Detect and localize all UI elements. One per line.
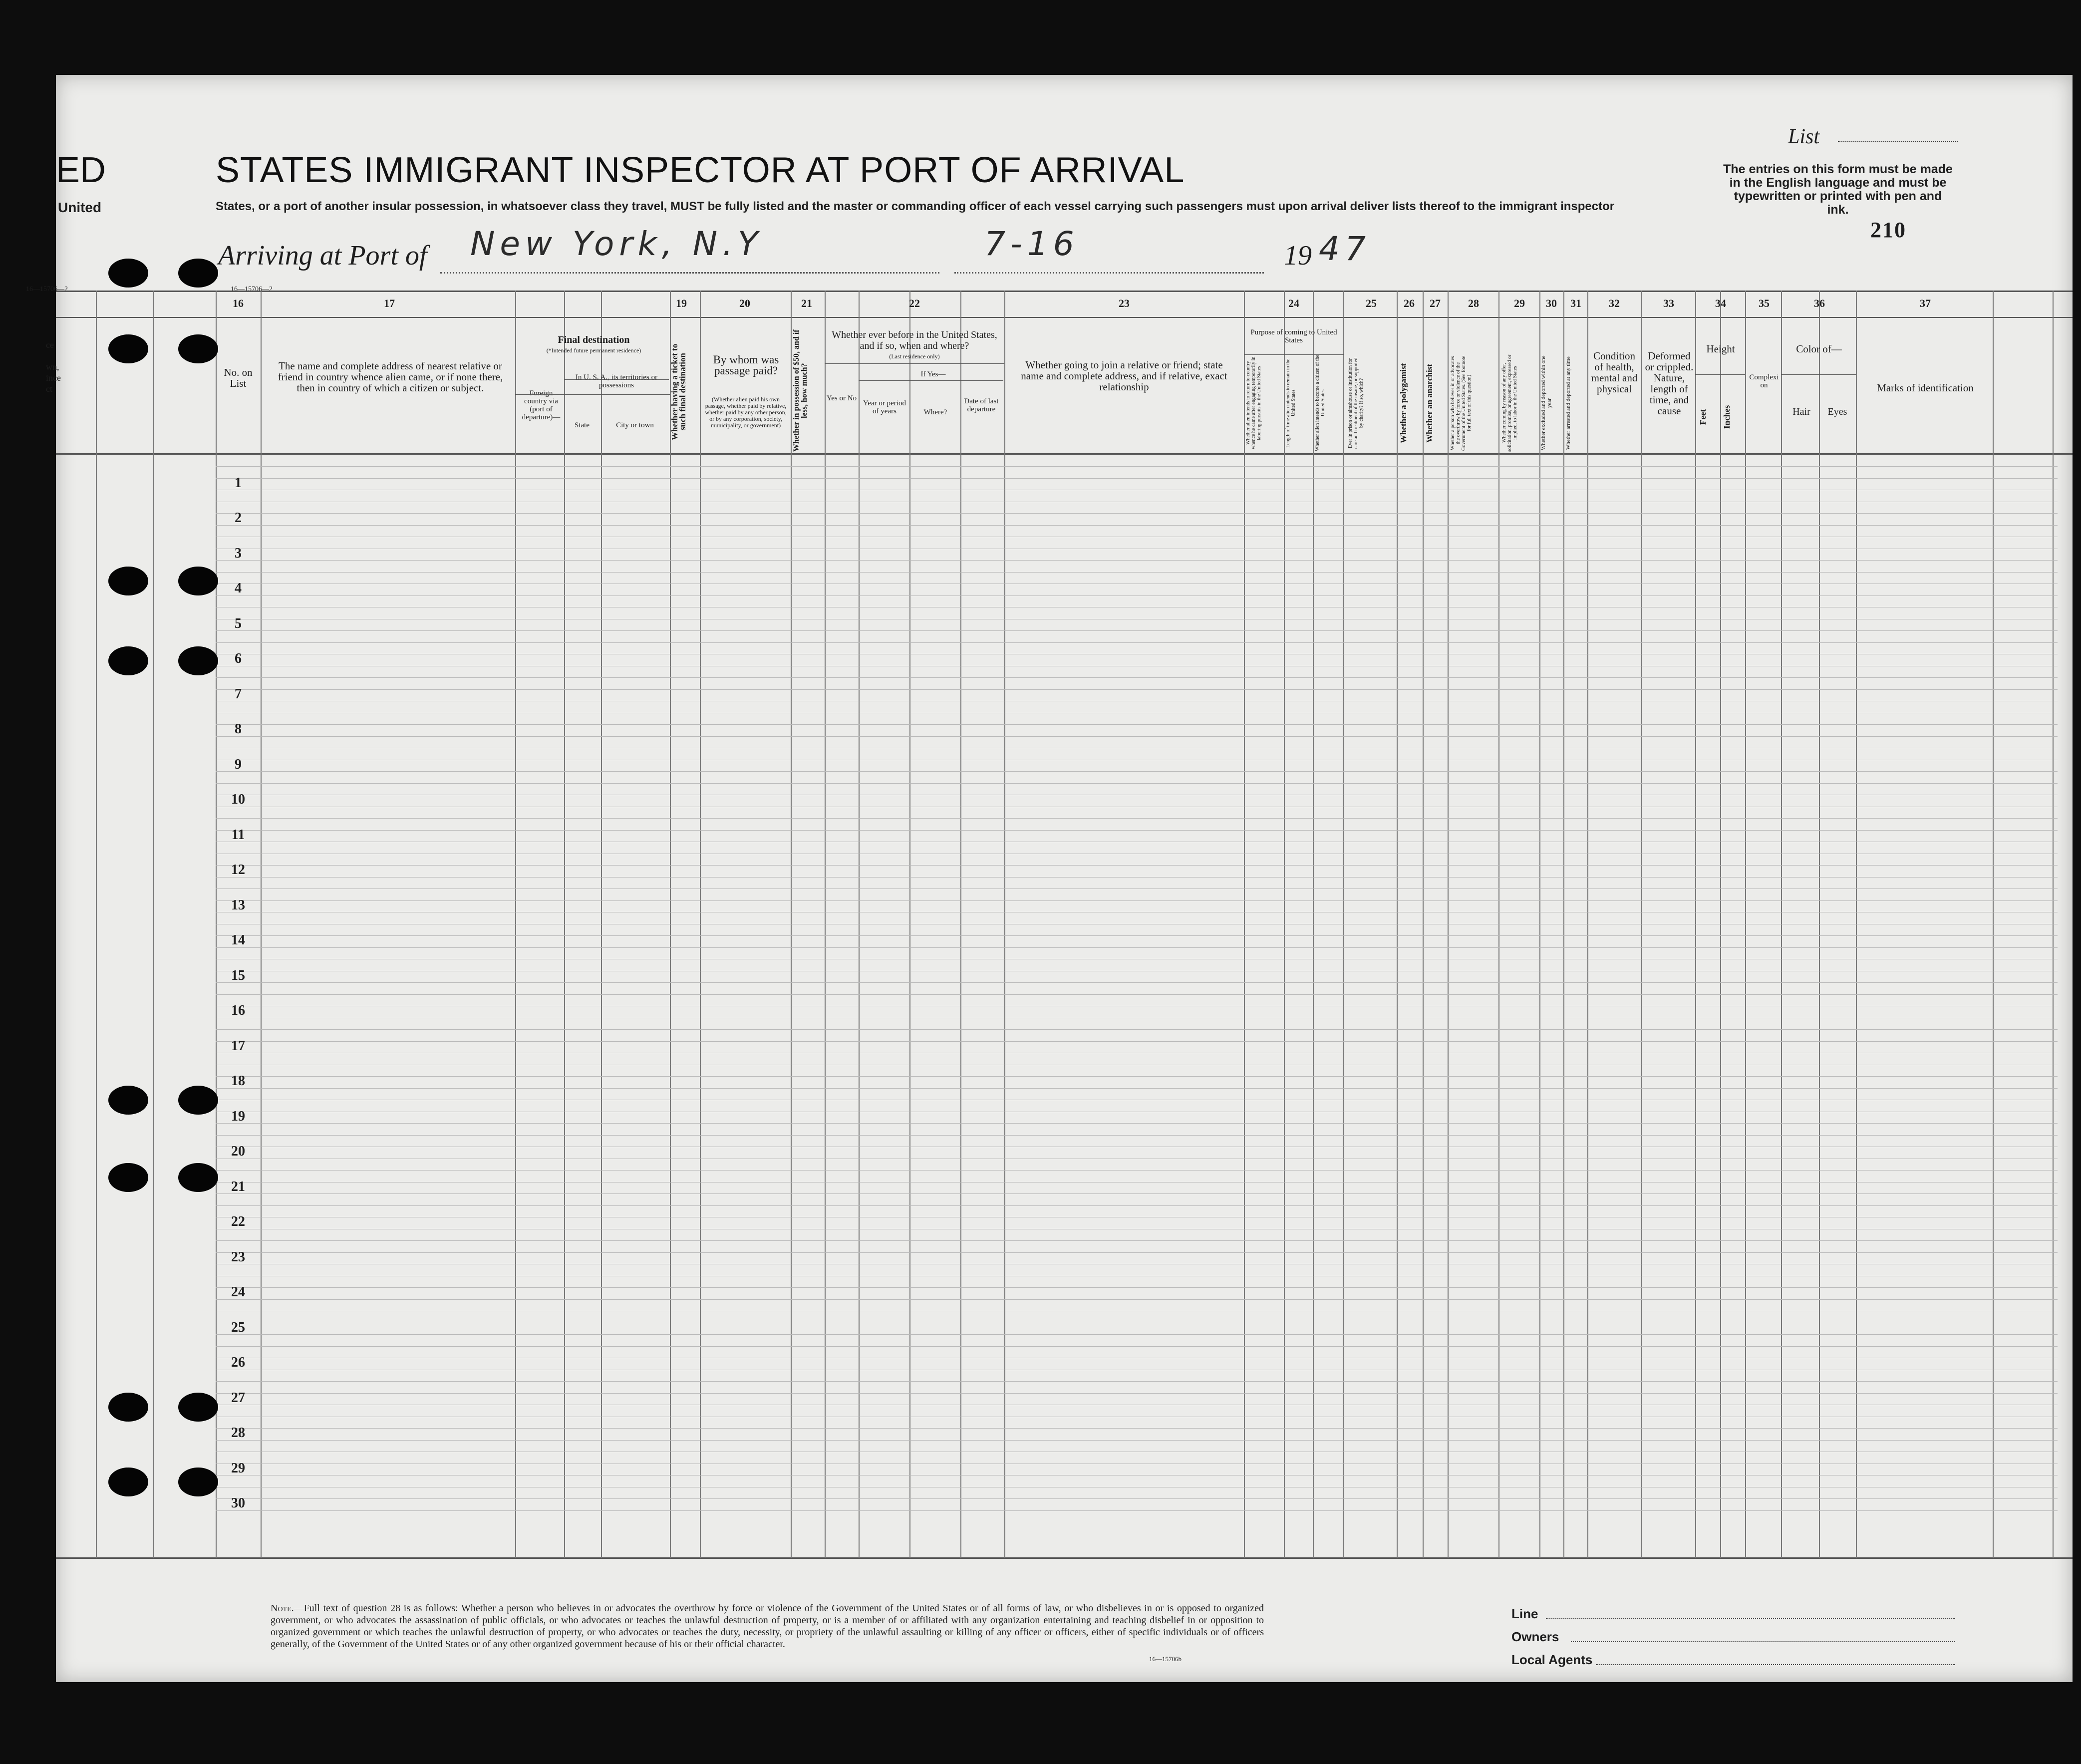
col-num-25: 25 [1366,297,1377,309]
row-number: 28 [231,1425,245,1441]
column-rule [2053,291,2054,1558]
local-agents-field[interactable] [1596,1664,1955,1665]
column-rule [601,291,602,1558]
row-number: 18 [231,1073,245,1089]
header-passage-note: (Whether alien paid his own passage, whether paid by relative, whether paid by any other person, or by any corporation, society, municipality, or government) [705,396,787,429]
col-num-36: 36 [1814,297,1825,309]
header-sub-rule [825,363,1004,364]
form-code-left: 16—15706—2 [26,286,68,293]
column-rule [564,291,565,1558]
header-feet: Feet [1698,409,1708,425]
header-join-relative: Whether going to join a relative or friend; state name and complete address, and if relative, exact relationship [1021,359,1227,393]
column-rule [1720,291,1721,1558]
header-purpose: Purpose of coming to United States [1250,328,1337,344]
col-num-30: 30 [1546,297,1557,309]
owners-label: Owners [1511,1629,1559,1644]
header-polygamist: Whether a polygamist [1399,363,1408,443]
header-sub-rule [515,394,670,395]
header-deformed: Deformed or crippled. Nature, length of time, and cause [1645,350,1694,417]
header-excluded: Whether excluded and deported within one year [1540,355,1552,451]
row-number: 24 [231,1284,245,1300]
page-title: STATES IMMIGRANT INSPECTOR AT PORT OF ARRIVAL [216,150,1185,190]
column-rule [1284,291,1285,1558]
column-rule [791,291,792,1558]
row-number: 20 [231,1144,245,1160]
punch-hole [178,1163,218,1192]
row-rule [216,572,2058,573]
header-purpose-return: Whether alien intends to return to country whence he came after engaging temporarily in laboring pursuits in the United States [1245,356,1262,450]
punch-hole [108,1086,148,1115]
united-fragment: United [58,200,102,215]
row-rule [216,595,2058,596]
header-state: State [575,421,590,429]
line-field[interactable] [1546,1618,1955,1619]
row-number: 12 [231,862,245,878]
row-rule [216,1076,2058,1077]
row-number: 2 [235,510,242,526]
header-passage-paid: By whom was passage paid? [713,353,779,377]
title-fragment: ED [56,150,106,190]
header-height: Height [1706,343,1735,355]
column-rule [670,291,671,1558]
page-subtitle: States, or a port of another insular possession, in whatsoever class they travel, MUST be fully listed and the master or commanding officer of each vessel carrying such passengers must upon arrival deliver lists thereof to the immigrant inspector [216,200,1615,213]
header-final-destination: Final destination [558,334,630,345]
date-value[interactable]: 7-16 [984,225,1079,263]
row-rule [216,689,2058,690]
punch-hole [178,334,218,363]
punch-hole [108,567,148,595]
row-rule [216,900,2058,901]
header-health: Condition of health, mental and physical [1591,350,1638,395]
header-purpose-citizen: Whether alien intends to become a citizen of the United States [1315,354,1326,452]
year-prefix: 19 [1284,240,1312,271]
row-rule [216,994,2058,995]
column-rule [960,291,961,1558]
row-number: 21 [231,1178,245,1194]
row-number: 15 [231,967,245,983]
row-number: 1 [235,475,242,491]
column-rule [1539,291,1540,1558]
header-nearest-relative: The name and complete address of nearest relative or friend in country whence alien came, or if none there, then in country of which a citizen or subject. [278,360,503,394]
row-number: 30 [231,1495,245,1511]
row-rule [216,1334,2058,1335]
year-value[interactable]: 47 [1319,230,1371,268]
header-in-usa: In U. S. A., its territories or possessions [575,373,658,389]
list-label: List [1788,125,1820,148]
row-number: 22 [231,1214,245,1230]
punch-hole [108,646,148,675]
row-number: 6 [235,651,242,667]
row-rule [216,818,2058,819]
column-rule [1343,291,1344,1558]
header-final-destination-note: (*Intended future permanent residence) [546,347,641,354]
header-sub-rule [1244,354,1344,355]
left-column-fragment: ce wn, ince ct [46,340,61,394]
header-fifty-dollars: Whether in possession of $50, and if less, how much? [792,329,809,452]
row-rule [216,947,2058,948]
header-color-of: Color of— [1796,343,1842,355]
header-complexion: Complexion [1749,373,1779,389]
header-eyes: Eyes [1827,406,1847,417]
row-rule [216,630,2058,631]
row-number: 26 [231,1355,245,1371]
row-rule [216,1510,2058,1511]
header-sub-rule [1781,374,1856,375]
row-rule [216,1393,2058,1394]
header-sub-rule [564,379,669,380]
column-rule [216,291,217,1558]
port-label: Arriving at Port of [218,240,427,271]
col-num-22: 22 [909,297,920,309]
column-rule [1498,291,1499,1558]
row-rule [216,560,2058,561]
header-yes-no: Yes or No [826,394,857,402]
row-rule [216,1135,2058,1136]
owners-field[interactable] [1571,1641,1955,1642]
column-rule [1695,291,1696,1558]
punch-hole [178,1393,218,1422]
col-num-32: 32 [1609,297,1620,309]
column-rule [1819,291,1820,1558]
col-num-21: 21 [801,297,812,309]
col-num-29: 29 [1514,297,1525,309]
row-number: 29 [231,1460,245,1476]
punch-hole [178,1468,218,1496]
footnote-label: Note. [271,1603,294,1614]
row-rule [216,1381,2058,1382]
column-rule [1244,291,1245,1558]
column-rule [1641,291,1642,1558]
header-sub-rule [1695,374,1745,375]
row-rule [216,1193,2058,1194]
row-number: 4 [235,581,242,596]
punch-hole [108,259,148,288]
column-rule [153,291,154,1558]
header-no-on-list: No. on List [224,366,253,389]
punch-hole [178,567,218,595]
row-number: 17 [231,1038,245,1054]
row-number: 8 [235,721,242,737]
header-sub-rule [859,380,1003,381]
punch-hole [108,1163,148,1192]
header-bottom-rule [56,453,2073,455]
column-rule [1397,291,1398,1558]
column-number-rule [56,317,2073,318]
row-rule [216,1346,2058,1347]
form-code-right: 16—15706—2 [231,286,273,293]
row-number: 14 [231,932,245,948]
row-rule [216,1440,2058,1441]
row-rule [216,888,2058,889]
port-value[interactable]: New York, N.Y [470,225,763,263]
row-rule [216,736,2058,737]
header-ticket: Whether having a ticket to such final destination [670,343,687,440]
column-rule [1004,291,1005,1558]
table-bottom-rule [56,1557,2073,1559]
header-marks: Marks of identification [1877,382,1974,394]
header-foreign-country: Foreign country via (port of departure)— [522,389,561,421]
header-if-yes: If Yes— [920,370,946,378]
sheet-number: 210 [1870,218,1906,242]
instructions-notice: The entries on this form must be made in the English language and must be typewritten or printed with pen and ink. [1723,162,1953,217]
row-rule [216,1205,2058,1206]
row-rule [216,677,2058,678]
col-num-31: 31 [1570,297,1581,309]
col-num-17: 17 [384,297,395,309]
row-number: 23 [231,1249,245,1265]
punch-hole [178,1086,218,1115]
punch-hole [178,259,218,288]
table-top-rule [56,291,2073,292]
col-num-34: 34 [1715,297,1726,309]
header-last-residence: (Last residence only) [889,353,940,360]
row-rule [216,1252,2058,1253]
row-number: 10 [231,792,245,808]
date-field-line [954,272,1264,274]
line-label: Line [1511,1606,1538,1621]
footnote-text: —Full text of question 28 is as follows: Whether a person who believes in or advocates the overthrow by force or violence of the Government of the United States or of all forms of law, or who disbelieves in or is opposed to organized government, or who advocates the assassination of public officials, or who advocates or teaches the unlawful destruction of property, or is a member of or affiliated with any organization entertaining and teaching disbelief in or opposition to organized government or which teaches the unlawful destruction of property, or who advocates or teaches the duty, necessity, or propriety of the unlawful assaulting or killing of any officer or officers, either of specific individuals or of officers generally, of the Government of the United States or of any other organized government because of his or their official character. [271,1603,1264,1650]
col-num-26: 26 [1404,297,1415,309]
row-number: 7 [235,686,242,702]
row-number: 3 [235,545,242,561]
row-rule [216,1428,2058,1429]
row-rule [216,642,2058,643]
row-number: 27 [231,1390,245,1406]
header-date-departure: Date of last departure [964,397,999,413]
column-rule [1423,291,1424,1558]
col-num-20: 20 [739,297,750,309]
col-num-33: 33 [1663,297,1674,309]
header-hair: Hair [1792,406,1810,417]
row-number: 9 [235,756,242,772]
header-where: Where? [923,408,947,416]
footnote-code: 16—15706b [1149,1655,1182,1663]
row-rule [216,771,2058,772]
punch-hole [108,1393,148,1422]
row-number: 19 [231,1108,245,1124]
row-rule [216,1299,2058,1300]
column-rule [261,291,262,1558]
row-rule [216,1123,2058,1124]
row-rule [216,1240,2058,1241]
row-rule [216,1170,2058,1171]
column-rule [1587,291,1588,1558]
header-inches: Inches [1722,405,1732,429]
row-rule [216,1088,2058,1089]
header-before-in-us: Whether ever before in the United States, and if so, when and where? [832,329,997,351]
row-rule [216,935,2058,936]
column-rule [825,291,826,1558]
header-labor-offer: Whether coming by reason of any offer, solicitation, promise, or agreement, expressed or implied, to labor in the United States [1501,354,1518,452]
row-rule [216,1498,2058,1499]
column-rule [96,291,97,1558]
row-rule [216,724,2058,725]
header-overthrow: Whether a person who believes in or advocates the overthrow by force or violence of the Government of the United States. (See footnote for full text of this question) [1450,355,1472,451]
col-num-23: 23 [1119,297,1130,309]
row-rule [216,877,2058,878]
row-rule [216,783,2058,784]
row-number: 13 [231,897,245,913]
column-rule [909,291,910,1558]
column-rule [1745,291,1746,1558]
manifest-sheet [26,75,2073,1682]
row-rule [216,1287,2058,1288]
row-rule [216,982,2058,983]
column-rule [1448,291,1449,1558]
col-num-24: 24 [1288,297,1299,309]
row-rule [216,865,2058,866]
row-rule [216,525,2058,526]
column-rule [859,291,860,1558]
footnote [271,1602,1264,1650]
header-anarchist: Whether an anarchist [1425,363,1434,443]
col-num-35: 35 [1759,297,1770,309]
row-rule [216,513,2058,514]
header-period: Year or period of years [863,399,906,415]
col-num-19: 19 [676,297,687,309]
row-number: 16 [231,1003,245,1019]
header-purpose-length: Length of time alien intends to remain in the United States [1285,358,1296,448]
column-rule [1993,291,1994,1558]
header-deported: Whether arrested and deported at any time [1565,356,1571,450]
punch-hole [108,1468,148,1496]
header-city: City or town [616,421,654,429]
local-agents-label: Local Agents [1511,1652,1593,1667]
row-number: 25 [231,1319,245,1335]
column-rule [515,291,516,1558]
row-rule [216,466,2058,467]
row-number: 11 [231,827,245,843]
punch-hole [108,334,148,363]
col-num-27: 27 [1430,297,1441,309]
column-rule [1781,291,1782,1558]
col-num-37: 37 [1920,297,1931,309]
column-rule [1856,291,1857,1558]
row-number: 5 [235,615,242,631]
row-rule [216,1029,2058,1030]
port-field-line [440,272,939,274]
row-rule [216,830,2058,831]
col-num-16: 16 [233,297,244,309]
column-rule [700,291,701,1558]
row-rule [216,478,2058,479]
column-rule [1313,291,1314,1558]
column-rule [1563,291,1564,1558]
header-prison: Ever in prison or almshouse or institution for care and treatment of the insane, or supported by charity? If so, which? [1348,357,1364,449]
list-number-field[interactable] [1838,141,1958,142]
punch-hole [178,646,218,675]
row-rule [216,1041,2058,1042]
col-num-28: 28 [1468,297,1479,309]
